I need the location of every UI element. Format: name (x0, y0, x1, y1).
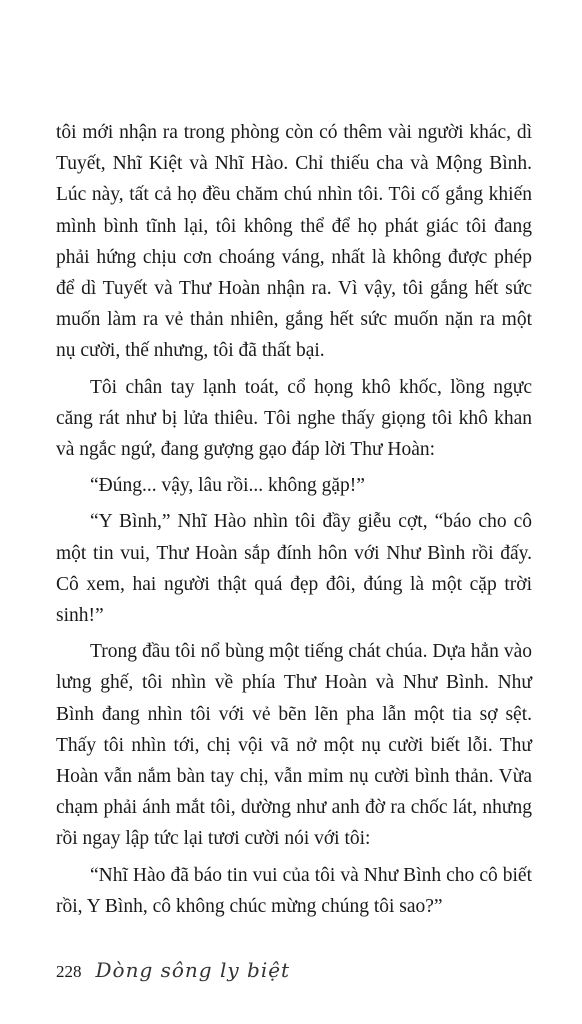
page-footer (56, 958, 290, 988)
page-number: 228 (56, 962, 82, 981)
body-text (56, 117, 532, 927)
paragraph: Trong đầu tôi nổ bùng một tiếng chát chúa. Dựa hẳn vào lưng ghế, tôi nhìn về phía Thư Hoàn và Như Bình. Như Bình đang nhìn tôi với vẻ bẽn lẽn pha lẫn một tia sợ sệt. Thấy tôi nhìn tới, chị vội vã nở một nụ cười biết lỗi. Thư Hoàn vẫn nắm bàn tay chị, vẫn mỉm nụ cười bình thản. Vừa chạm phải ánh mắt tôi, dường như anh đờ ra chốc lát, nhưng rồi ngay lập tức lại tươi cười nói với tôi: (56, 641, 532, 850)
running-title: Dòng sông ly biệt (95, 958, 291, 982)
paragraph: tôi mới nhận ra trong phòng còn có thêm vài người khác, dì Tuyết, Nhĩ Kiệt và Nhĩ Hào. Chỉ thiếu cha và Mộng Bình. Lúc này, tất cả họ đều chăm chú nhìn tôi. Tôi cố gắng khiến mình bình tĩnh lại, tôi không thể để họ phát giác tôi đang phải hứng chịu cơn choáng váng, nhất là không được phép để dì Tuyết và Thư Hoàn nhận ra. Vì vậy, tôi gắng hết sức muốn làm ra vẻ thản nhiên, gắng hết sức muốn nặn ra một nụ cười, thế nhưng, tôi đã thất bại. (56, 122, 532, 362)
paragraph: “Nhĩ Hào đã báo tin vui của tôi và Như Bình cho cô biết rồi, Y Bình, cô không chúc mừng chúng tôi sao?” (56, 864, 532, 917)
paragraph: Tôi chân tay lạnh toát, cổ họng khô khốc, lồng ngực căng rát như bị lửa thiêu. Tôi nghe thấy giọng tôi khô khan và ngắc ngứ, đang gượng gạo đáp lời Thư Hoàn: (56, 376, 532, 461)
paragraph: “Y Bình,” Nhĩ Hào nhìn tôi đầy giễu cợt, “báo cho cô một tin vui, Thư Hoàn sắp đính hôn với Như Bình rồi đấy. Cô xem, hai người thật quá đẹp đôi, đúng là một cặp trời sinh!” (56, 511, 532, 627)
paragraph: “Đúng... vậy, lâu rồi... không gặp!” (90, 475, 365, 497)
